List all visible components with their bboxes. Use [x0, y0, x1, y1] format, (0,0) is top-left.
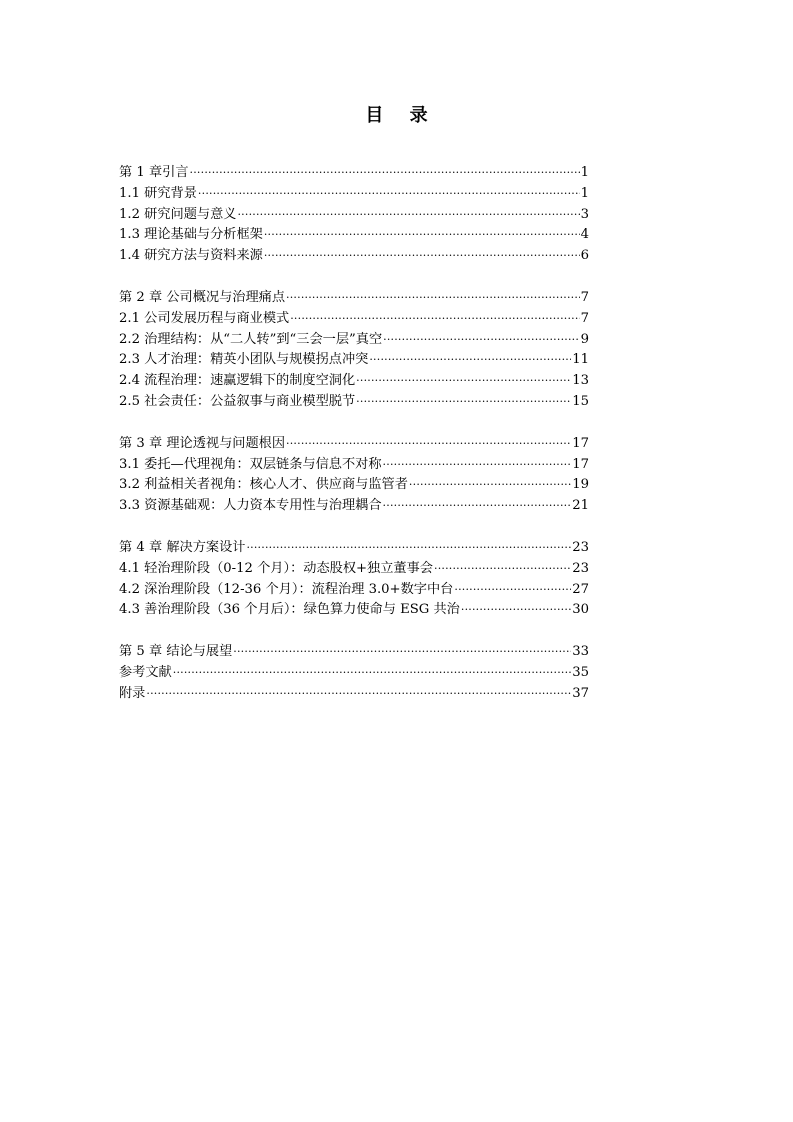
toc-dot-leader [409, 475, 571, 496]
toc-entry[interactable] [119, 225, 589, 246]
toc-group [119, 642, 589, 704]
toc-dot-leader [461, 600, 571, 621]
toc-entry[interactable] [119, 288, 589, 309]
toc-entry[interactable] [119, 246, 589, 267]
toc-dot-leader [383, 455, 572, 476]
toc-dot-leader [383, 330, 579, 351]
toc-entry[interactable] [119, 496, 589, 517]
toc-entry-page: 13 [572, 373, 589, 389]
toc-entry-title: 1.3 理论基础与分析框架 [119, 227, 263, 243]
toc-entry-page: 7 [580, 310, 589, 326]
toc-entry-page: 1 [580, 165, 589, 180]
toc-dot-leader [146, 684, 571, 705]
toc-dot-leader [383, 496, 572, 517]
toc-entry-title: 1.4 研究方法与资料来源 [119, 248, 263, 264]
toc-entry-page: 1 [580, 185, 589, 201]
toc-entry-title: 2.3 人才治理：精英小团队与规模拐点冲突 [119, 352, 369, 368]
toc-dot-leader [356, 371, 571, 392]
toc-dot-leader [173, 663, 571, 684]
toc-entry-page: 37 [572, 685, 589, 701]
toc-entry-page: 21 [572, 498, 589, 514]
toc-dot-leader [286, 288, 580, 309]
toc-entry[interactable] [119, 371, 589, 392]
toc-entry-page: 15 [572, 393, 589, 409]
toc-dot-leader [356, 392, 571, 413]
toc-entry-title: 2.2 治理结构：从“二人转”到“三会一层”真空 [119, 331, 383, 347]
toc-entry-page: 17 [572, 456, 589, 472]
toc-entry[interactable] [119, 455, 589, 476]
toc-entry-title: 第 2 章 公司概况与治理痛点 [119, 289, 286, 305]
toc-entry[interactable] [119, 538, 589, 559]
toc-entry-title: 第 1 章引言 [119, 165, 189, 180]
toc-entry-title: 1.2 研究问题与意义 [119, 206, 237, 222]
toc-entry-title: 4.3 善治理阶段（36 个月后）：绿色算力使命与 ESG 共治 [119, 602, 460, 618]
toc-entry-title: 3.1 委托—代理视角：双层链条与信息不对称 [119, 456, 382, 472]
toc-entry-title: 3.2 利益相关者视角：核心人才、供应商与监管者 [119, 477, 408, 493]
toc-entry-page: 7 [580, 289, 589, 305]
toc-entry-page: 19 [572, 477, 589, 493]
toc-entry[interactable] [119, 475, 589, 496]
toc-entry-page: 11 [572, 352, 589, 368]
toc-entry-title: 3.3 资源基础观：人力资本专用性与治理耦合 [119, 498, 382, 514]
toc-entry-page: 27 [572, 581, 589, 597]
toc-entry[interactable] [119, 434, 589, 455]
toc-dot-leader [454, 580, 571, 601]
toc-group [119, 434, 589, 517]
toc-entry[interactable] [119, 600, 589, 621]
toc-entry-title: 附录 [119, 685, 146, 701]
toc-entry-title: 2.4 流程治理：速赢逻辑下的制度空洞化 [119, 373, 356, 389]
toc-dot-leader [246, 538, 571, 559]
toc-entry-title: 1.1 研究背景 [119, 185, 197, 201]
toc-dot-leader [264, 246, 580, 267]
toc-entry-page: 9 [580, 331, 589, 347]
toc-dot-leader [233, 642, 571, 663]
toc-entry-title: 4.2 深治理阶段（12-36 个月）：流程治理 3.0+数字中台 [119, 581, 454, 597]
toc-entry[interactable] [119, 350, 589, 371]
toc-entry-page: 6 [580, 248, 589, 264]
toc-entry-page: 23 [572, 560, 589, 576]
toc-entry[interactable] [119, 684, 589, 705]
toc-dot-leader [286, 434, 571, 455]
toc-entry[interactable] [119, 559, 589, 580]
toc-dot-leader [434, 559, 571, 580]
toc-entry-title: 第 3 章 理论透视与问题根因 [119, 435, 286, 451]
toc-entry-page: 17 [572, 435, 589, 451]
toc-dot-leader [198, 184, 580, 205]
table-of-contents [119, 163, 589, 726]
toc-dot-leader [264, 225, 580, 246]
toc-entry-page: 23 [572, 539, 589, 555]
toc-entry-title: 4.1 轻治理阶段（0-12 个月）：动态股权+独立董事会 [119, 560, 433, 576]
toc-entry-title: 2.5 社会责任：公益叙事与商业模型脱节 [119, 393, 356, 409]
toc-entry[interactable] [119, 184, 589, 205]
toc-entry[interactable] [119, 205, 589, 226]
toc-entry-page: 33 [572, 644, 589, 660]
toc-entry[interactable] [119, 309, 589, 330]
toc-entry-title: 2.1 公司发展历程与商业模式 [119, 310, 290, 326]
toc-entry-page: 3 [580, 206, 589, 222]
toc-group [119, 538, 589, 621]
page-title: 目 录 [365, 105, 438, 126]
toc-entry-page: 35 [572, 664, 589, 680]
toc-entry-page: 30 [572, 602, 589, 618]
toc-entry[interactable] [119, 642, 589, 663]
toc-entry-page: 4 [580, 227, 589, 243]
toc-entry-title: 第 4 章 解决方案设计 [119, 539, 246, 555]
toc-group [119, 288, 589, 413]
toc-entry[interactable] [119, 392, 589, 413]
toc-dot-leader [237, 205, 579, 226]
toc-entry[interactable] [119, 330, 589, 351]
toc-entry-title: 参考文献 [119, 664, 172, 680]
toc-entry[interactable] [119, 163, 589, 184]
toc-dot-leader [290, 309, 579, 330]
toc-entry[interactable] [119, 580, 589, 601]
toc-dot-leader [369, 350, 571, 371]
toc-dot-leader [190, 163, 580, 184]
toc-group [119, 163, 589, 267]
toc-entry[interactable] [119, 663, 589, 684]
toc-entry-title: 第 5 章 结论与展望 [119, 644, 233, 660]
